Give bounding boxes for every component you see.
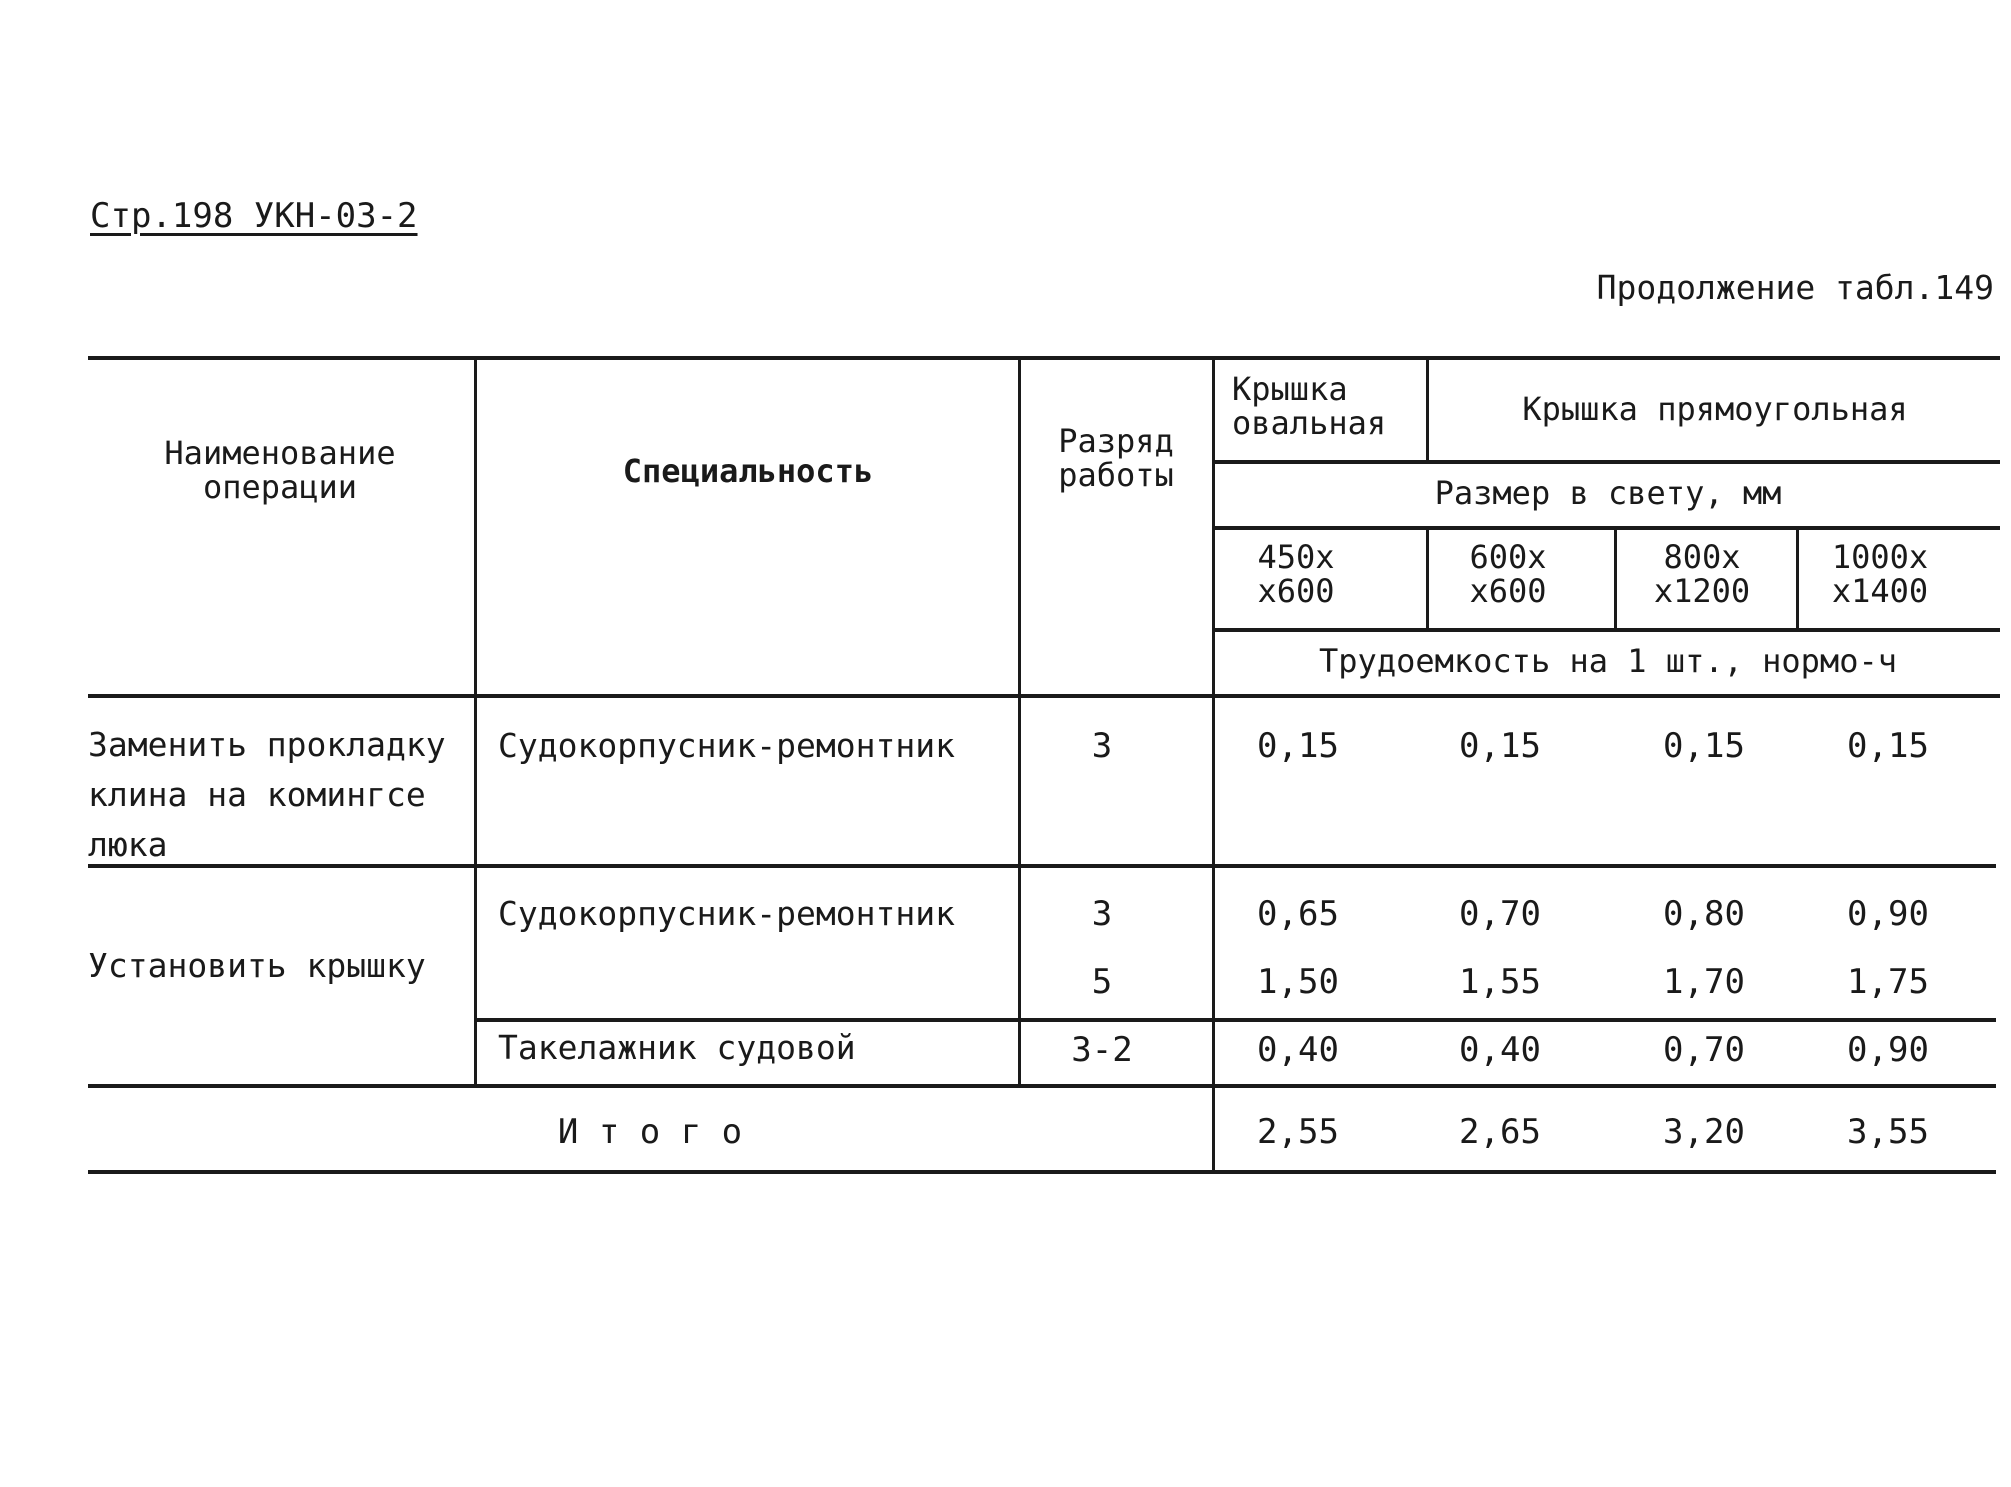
grade-cell: 3 bbox=[1091, 894, 1113, 934]
value-cell: 0,70 bbox=[1459, 894, 1541, 934]
grade-cell: 3-2 bbox=[1071, 1030, 1133, 1070]
page-reference: Стр.198 УКН-03-2 bbox=[90, 196, 418, 236]
total-value: 2,65 bbox=[1459, 1112, 1541, 1152]
value-cell: 0,90 bbox=[1847, 1030, 1929, 1070]
value-cell: 0,65 bbox=[1257, 894, 1339, 934]
operation-replace-gasket: Заменить прокладку клина на комингсе люка bbox=[88, 725, 446, 864]
table-continuation-label: Продолжение табл.149 bbox=[1596, 268, 1994, 307]
header-grade: Разряд работы bbox=[1058, 422, 1174, 494]
total-value: 3,55 bbox=[1847, 1112, 1929, 1152]
header-labor-intensity: Трудоемкость на 1 шт., нормо-ч bbox=[1319, 642, 1897, 680]
grade-cell: 3 bbox=[1091, 726, 1113, 766]
specialty-cell: Такелажник судовой bbox=[498, 1028, 856, 1067]
header-size-600x600: 600x x600 bbox=[1469, 538, 1547, 610]
header-size-1000x1400: 1000x x1400 bbox=[1831, 538, 1929, 610]
header-rectangular-lid: Крышка прямоугольная bbox=[1522, 390, 1908, 428]
value-cell: 0,40 bbox=[1257, 1030, 1339, 1070]
value-cell: 0,40 bbox=[1459, 1030, 1541, 1070]
value-cell: 1,70 bbox=[1663, 962, 1745, 1002]
value-cell: 0,90 bbox=[1847, 894, 1929, 934]
specialty-cell: Судокорпусник-ремонтник bbox=[498, 894, 955, 933]
total-label: И т о г о bbox=[557, 1112, 743, 1152]
header-clear-size: Размер в свету, мм bbox=[1434, 474, 1782, 512]
value-cell: 0,80 bbox=[1663, 894, 1745, 934]
total-value: 3,20 bbox=[1663, 1112, 1745, 1152]
operation-install-lid: Установить крышку bbox=[88, 946, 426, 985]
value-cell: 0,15 bbox=[1847, 726, 1929, 766]
value-cell: 0,15 bbox=[1663, 726, 1745, 766]
header-operation-name: Наименование операции bbox=[164, 434, 396, 506]
value-cell: 1,55 bbox=[1459, 962, 1541, 1002]
total-value: 2,55 bbox=[1257, 1112, 1339, 1152]
grade-cell: 5 bbox=[1091, 962, 1113, 1002]
specialty-cell: Судокорпусник-ремонтник bbox=[498, 726, 955, 765]
value-cell: 1,50 bbox=[1257, 962, 1339, 1002]
header-oval-lid: Крышка овальная bbox=[1232, 370, 1387, 442]
value-cell: 0,15 bbox=[1459, 726, 1541, 766]
header-size-800x1200: 800x x1200 bbox=[1653, 538, 1751, 610]
header-size-450x600: 450x x600 bbox=[1257, 538, 1335, 610]
header-specialty: Специальность bbox=[622, 452, 874, 490]
value-cell: 0,70 bbox=[1663, 1030, 1745, 1070]
value-cell: 1,75 bbox=[1847, 962, 1929, 1002]
value-cell: 0,15 bbox=[1257, 726, 1339, 766]
